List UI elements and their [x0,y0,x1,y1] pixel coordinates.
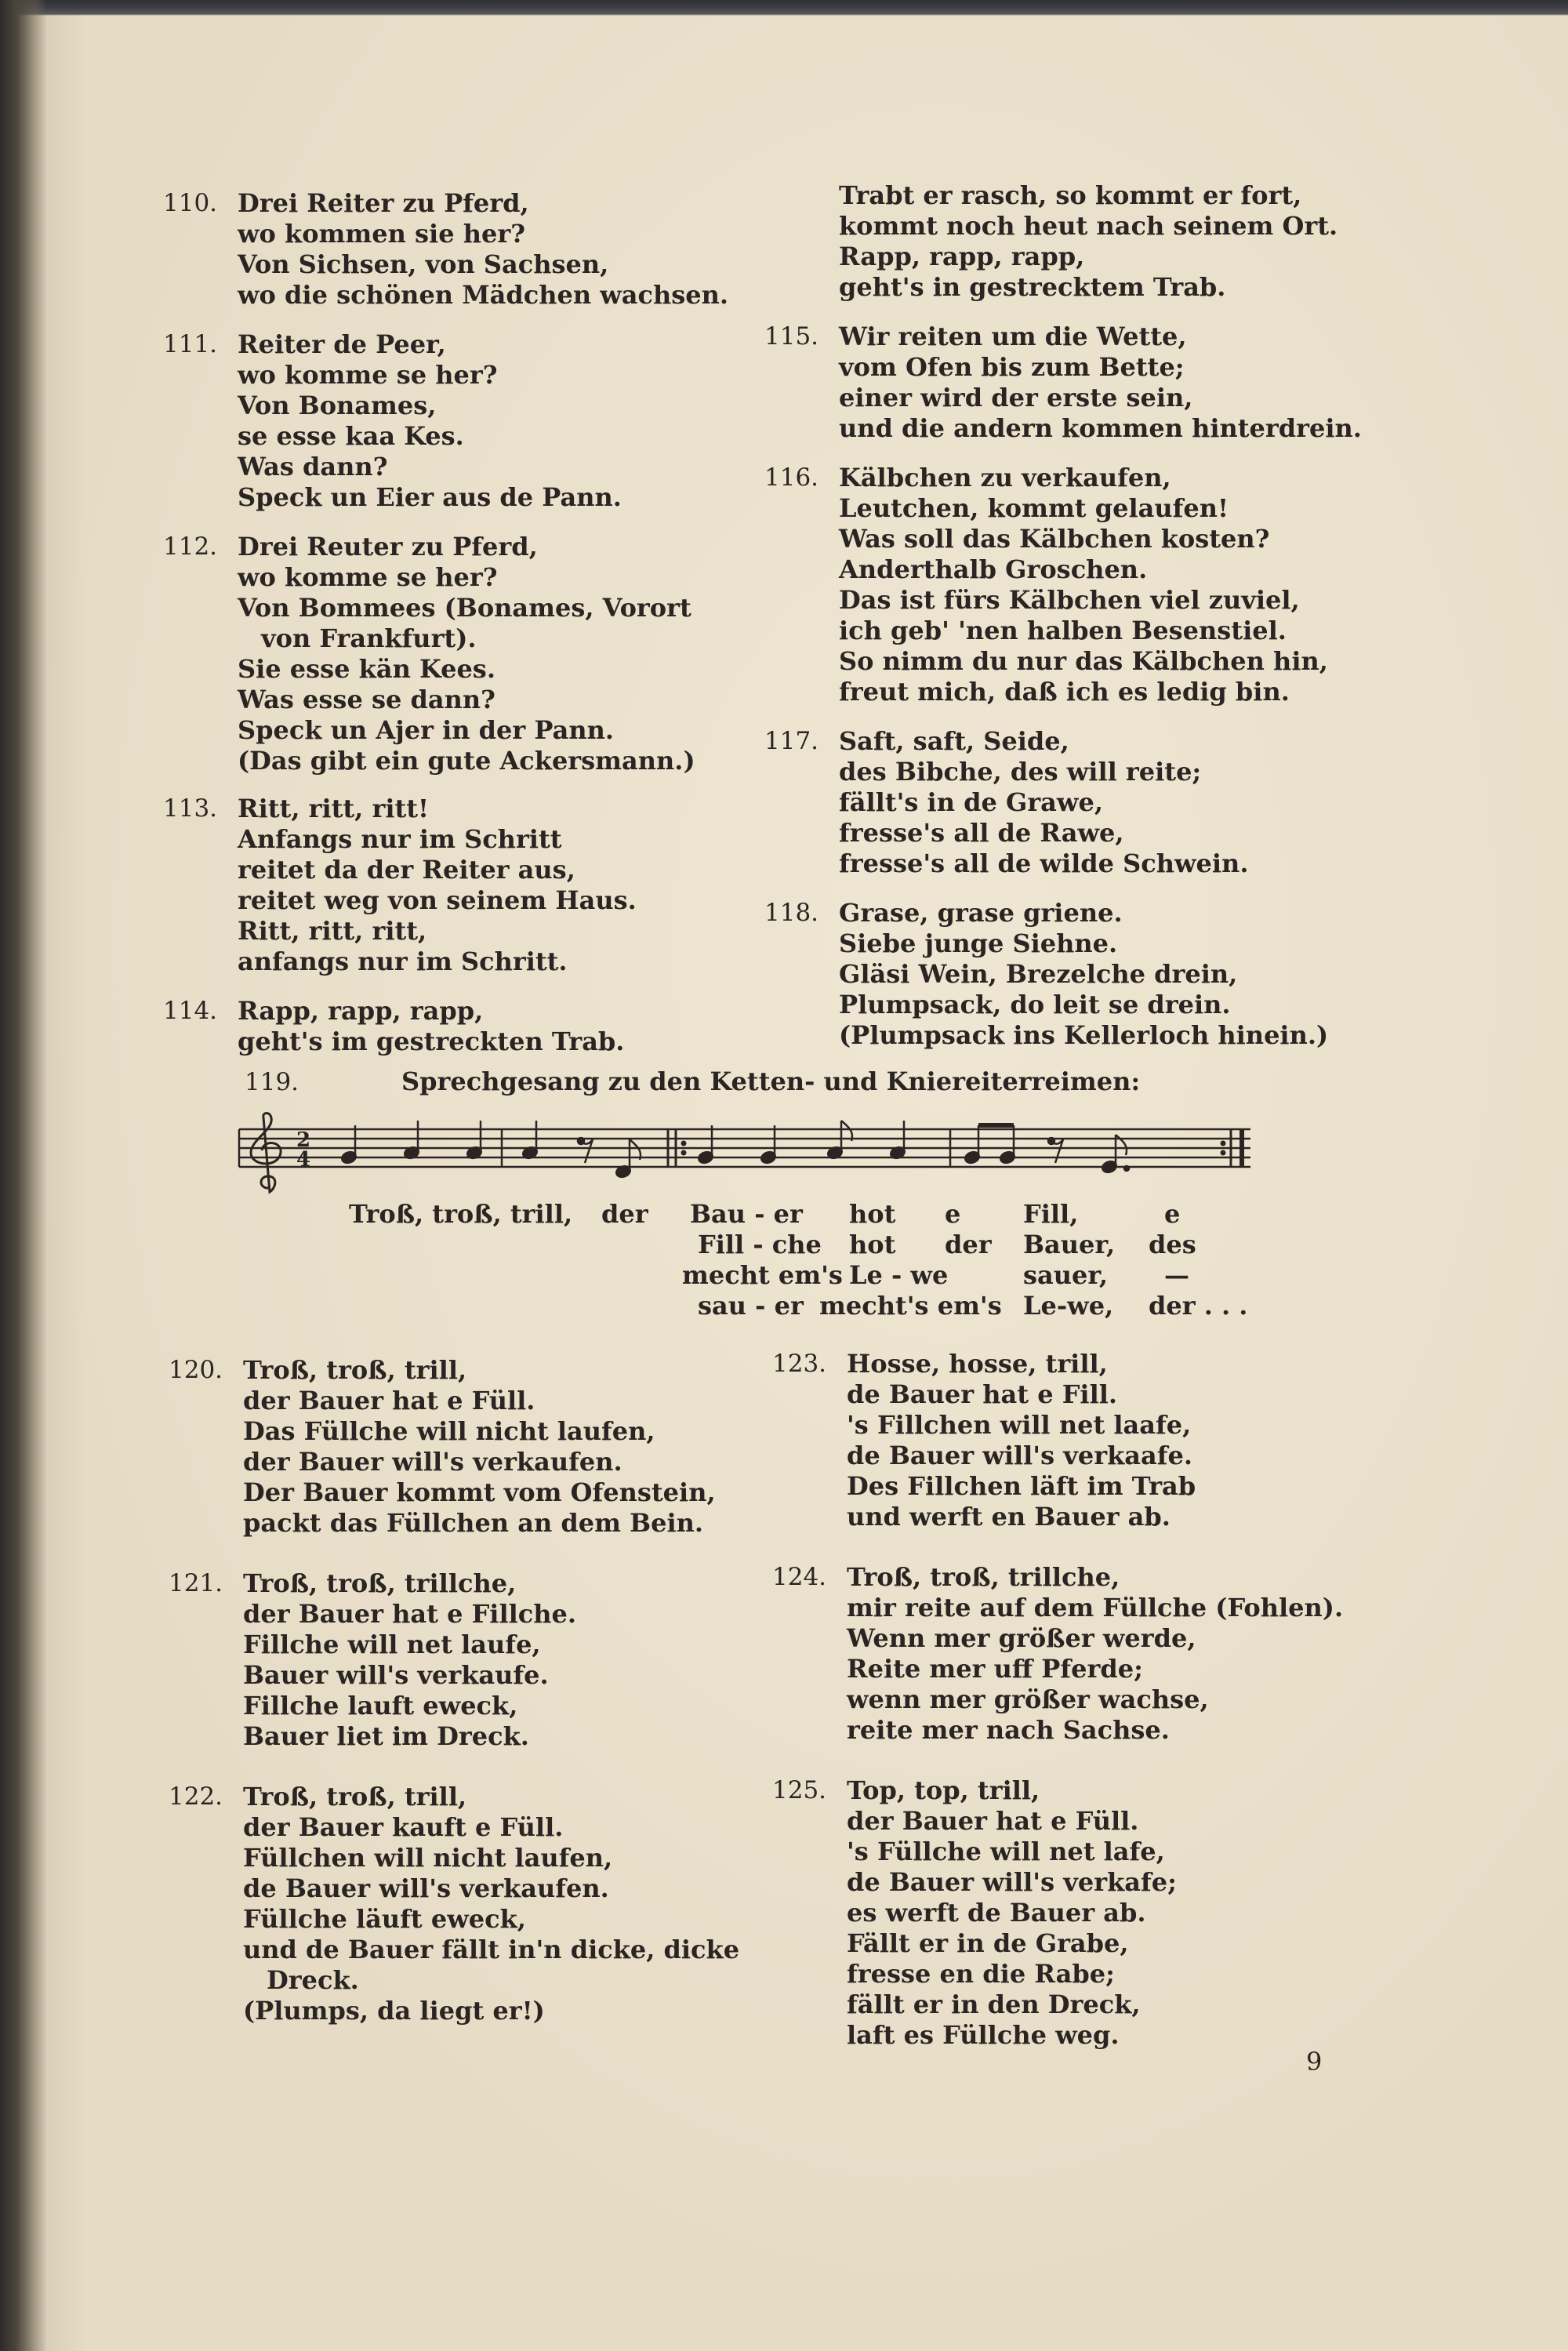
rhyme-number: 120. [169,1356,223,1384]
rhyme-line: Saft, saft, Seide, [839,726,1069,756]
rhyme-number: 122. [169,1782,223,1811]
rhyme-line: 's Füllche will net lafe, [847,1837,1165,1866]
rhyme-line: wo kommen sie her? [238,219,525,249]
rhyme-line: Was dann? [238,452,388,481]
rhyme-line: Füllche läuft eweck, [243,1904,526,1934]
rhyme-line: Drei Reiter zu Pferd, [238,188,529,218]
rhyme-entry [163,329,759,513]
rhyme-line: der Bauer hat e Füll. [847,1806,1139,1836]
rhyme-line: Dreck. [267,1965,359,1995]
rhyme-number: 111. [163,330,218,358]
rhyme-line: Was soll das Kälbchen kosten? [839,524,1270,554]
rhyme-number: 116. [764,463,819,492]
rhyme-line: der Bauer kauft e Füll. [243,1812,564,1842]
rhyme-entry [163,996,759,1057]
rhyme-line: es werft de Bauer ab. [847,1898,1146,1928]
rhyme-line: laft es Füllche weg. [847,2020,1120,2050]
rhyme-line: Troß, troß, trillche, [243,1568,517,1598]
rhyme-line: Was esse se dann? [238,685,495,714]
book-cover-edge [0,0,1568,16]
rhyme-line: de Bauer will's verkaafe. [847,1441,1192,1470]
rhyme-line: Speck un Ajer in der Pann. [238,715,614,745]
rhyme-line: fällt's in de Grawe, [839,787,1103,817]
rhyme-line: ich geb' 'nen halben Besenstiel. [839,616,1287,645]
rhyme-number: 112. [163,532,218,561]
rhyme-entry [163,794,759,977]
rhyme-line: Reite mer uff Pferde; [847,1654,1143,1684]
book-spine-shadow [0,0,47,2351]
rhyme-line: Grase, grase griene. [839,898,1123,928]
rhyme-line: Fillche lauft eweck, [243,1691,518,1721]
rhyme-line: geht's in gestrecktem Trab. [839,272,1226,302]
rhyme-line: anfangs nur im Schritt. [238,947,568,976]
rhyme-line: de Bauer will's verkaufen. [243,1873,609,1903]
rhyme-entry [764,463,1392,707]
rhyme-line: Trabt er rasch, so kommt er fort, [839,180,1302,210]
rhyme-line: mir reite auf dem Füllche (Fohlen). [847,1593,1344,1622]
rhyme-line: fällt er in den Dreck, [847,1989,1141,2019]
book-page: 110. Drei Reiter zu Pferd, wo kommen sie her? Von Sichsen, von Sachsen, wo die schönen Mädchen wachsen. 111. Reiter de Peer, wo komme se her? Von Bonames, se esse kaa Kes. Was dann? Speck un Eier aus de Pann. 112. Drei Reuter zu Pferd, wo komme se her? Von Bommees (Bonames, Vorort von Frankfurt). Sie esse kän Kees. Was esse se dann? Speck un Ajer in der Pann. (Das gibt ein gute Ackersmann.) 113. Ritt, ritt, ritt! Anfangs nur im Schritt reitet da der Reiter aus, reitet weg von seinem Haus. Ritt, ritt, ritt, anfangs nur im Schritt. 114. Rapp, rapp, rapp, geht's im gestreckten Trab. Trabt er rasch, so kommt er fort, kommt noch heut nach seinem Ort. Rapp, rapp, rapp, geht's in gestrecktem Trab. 115. Wir reiten um die Wette, vom Ofen bis zum Bette; einer wird der erste sein, und die andern kommen hinterdrein. 116. Kälbchen zu verkaufen, Leutchen, kommt gelaufen! Was soll das Kälbchen kosten? Anderthalb Groschen. Das ist fürs Kälbchen viel zuviel, ich geb' 'nen halben Besenstiel. So nimm du nur das Kälbchen hin, freut mich, daß ich es ledig bin. 117. Saft, saft, Seide, des Bibche, des will reite; fällt's in de Grawe, fresse's all de Rawe, fresse's all de wilde Schwein. 118. Grase, grase griene. Siebe junge Siehne. Gläsi Wein, Brezelche drein, Plumpsack, do leit se drein. (Plumpsack ins Kellerloch hinein.) 119. Sprechgesang zu den Ketten- und Kniereiterreimen: 2 4 Troß, troß, trill, der Bau - er hot e Fill, e Fill - che hot der Bauer, des mecht em's Le - we sauer, — sau - er mecht's em's Le-we, der . . . 120. Troß, troß, trill, der Bauer hat e Füll. Das Füllche will nicht laufen, der Bauer will's verkaufen. Der Bauer kommt vom Ofenstein, packt das Füllchen an dem Bein. 121. Troß, troß, trillche, der Bauer hat e Fillche. Fillche will net laufe, Bauer will's verkaufe. Fillche lauft eweck, Bauer liet im Dreck. 122. Troß, troß, trill, der Bauer kauft e Füll. Füllchen will nicht laufen, de Bauer will's verkaufen. Füllche läuft eweck, und de Bauer fällt in'n dicke, dicke Dreck. (Plumps, da liegt er!) 123. Hosse, hosse, trill, de Bauer hat e Fill. 's Fillchen will net laafe, de Bauer will's verkaafe. Des Fillchen läft im Trab und werft en Bauer ab. 124. Troß, troß, trillche, mir reite auf dem Füllche (Fohlen). Wenn mer größer werde, Reite mer uff Pferde; wenn mer größer wachse, reite mer nach Sachse. 125. Top, top, trill, der Bauer hat e Füll. 's Füllche will net lafe, de Bauer will's verkafe; es werft de Bauer ab. Fällt er in de Grabe, fresse en die Rabe; fällt er in den Dreck, laft es Füllche weg. 9 [0,0,1568,2351]
rhyme-line: Bauer will's verkaufe. [243,1660,549,1690]
rhyme-line: Füllchen will nicht laufen, [243,1843,613,1873]
rhyme-line: Troß, troß, trill, [243,1355,467,1385]
rhyme-line: Siebe junge Siehne. [839,928,1118,958]
rhyme-line: vom Ofen bis zum Bette; [839,352,1185,382]
rhyme-line: Kälbchen zu verkaufen, [839,463,1171,492]
rhyme-line: Von Bommees (Bonames, Vorort [238,593,691,623]
rhyme-line: (Plumps, da liegt er!) [243,1996,545,2026]
rhyme-line: reitet weg von seinem Haus. [238,885,637,915]
time-signature-bottom: 4 [296,1148,311,1172]
rhyme-line: Wir reiten um die Wette, [839,322,1187,351]
rhyme-line: freut mich, daß ich es ledig bin. [839,677,1290,707]
rhyme-line: fresse's all de wilde Schwein. [839,848,1249,878]
rhyme-line: Ritt, ritt, ritt, [238,916,427,946]
rhyme-line: Gläsi Wein, Brezelche drein, [839,959,1238,989]
rhyme-entry [169,1782,764,2026]
rhyme-entry [163,188,759,311]
rhyme-line: der Bauer hat e Füll. [243,1386,535,1415]
rhyme-line: Rapp, rapp, rapp, [238,996,484,1026]
time-signature-top: 2 [296,1128,311,1152]
rhyme-line: und werft en Bauer ab. [847,1502,1171,1532]
rhyme-line: und die andern kommen hinterdrein. [839,413,1362,443]
rhyme-number: 110. [163,189,218,217]
rhyme-entry [772,1775,1399,2051]
rhyme-line: Das Füllche will nicht laufen, [243,1416,655,1446]
rhyme-line: packt das Füllchen an dem Bein. [243,1508,704,1538]
rhyme-line: von Frankfurt). [261,623,477,653]
rhyme-line: wo die schönen Mädchen wachsen. [238,280,729,310]
right-column-top [764,180,1392,1051]
rhyme-number: 113. [163,794,218,823]
rhyme-line: Des Fillchen läft im Trab [847,1471,1196,1501]
treble-clef-icon [251,1114,281,1192]
page-number: 9 [1306,2047,1323,2077]
rhyme-line: Top, top, trill, [847,1775,1040,1805]
rhyme-line: fresse en die Rabe; [847,1959,1115,1989]
rhyme-line: wo komme se her? [238,360,498,390]
rhyme-line: Plumpsack, do leit se drein. [839,990,1231,1019]
rhyme-line: Leutchen, kommt gelaufen! [839,493,1229,523]
rhyme-number: 114. [163,997,218,1025]
rhyme-line: se esse kaa Kes. [238,421,464,451]
rhyme-line: Troß, troß, trillche, [847,1562,1120,1592]
rhyme-entry [772,1349,1399,1532]
rhyme-line: fresse's all de Rawe, [839,818,1124,848]
rhyme-entry [764,898,1392,1051]
rhyme-entry [764,726,1392,879]
rhyme-line: de Bauer hat e Fill. [847,1379,1118,1409]
right-column-bottom [772,1349,1399,2051]
music-staff [235,1110,1262,1212]
rhyme-line: der Bauer will's verkaufen. [243,1447,622,1477]
rhyme-entry [764,180,1392,303]
rhyme-entry [169,1568,764,1752]
rhyme-line: Rapp, rapp, rapp, [839,242,1085,271]
rhyme-line: und de Bauer fällt in'n dicke, dicke [243,1935,740,1964]
rhyme-line: Von Bonames, [238,391,437,420]
rhyme-number: 125. [772,1776,827,1804]
rhyme-line: Reiter de Peer, [238,329,446,359]
rhyme-line: einer wird der erste sein, [839,383,1193,412]
rhyme-number: 121. [169,1569,223,1597]
rhyme-number: 118. [764,899,819,927]
rhyme-line: Ritt, ritt, ritt! [238,794,430,823]
rhyme-line: (Das gibt ein gute Ackersmann.) [238,746,695,776]
rhyme-line: Das ist fürs Kälbchen viel zuviel, [839,585,1300,615]
rhyme-line: Hosse, hosse, trill, [847,1349,1108,1379]
rhyme-number: 117. [764,727,819,755]
rhyme-line: Sie esse kän Kees. [238,654,495,684]
song-number: 119. [245,1068,299,1096]
rhyme-entry [169,1355,764,1539]
rhyme-line: de Bauer will's verkafe; [847,1867,1177,1897]
rhyme-line: (Plumpsack ins Kellerloch hinein.) [839,1020,1329,1050]
rhyme-line: reitet da der Reiter aus, [238,855,575,885]
rhyme-line: Anfangs nur im Schritt [238,824,562,854]
rhyme-line: kommt noch heut nach seinem Ort. [839,211,1338,241]
rhyme-line: 's Fillchen will net laafe, [847,1410,1192,1440]
rhyme-line: der Bauer hat e Fillche. [243,1599,576,1629]
left-column-bottom [169,1355,764,2026]
rhyme-number: 124. [772,1563,827,1591]
rhyme-line: So nimm du nur das Kälbchen hin, [839,646,1328,676]
rhyme-line: Fillche will net laufe, [243,1630,541,1659]
song-heading: Sprechgesang zu den Ketten- und Kniereiterreimen: [401,1066,1141,1096]
rhyme-line: Wenn mer größer werde, [847,1623,1196,1653]
rhyme-line: geht's im gestreckten Trab. [238,1027,625,1056]
rhyme-line: Troß, troß, trill, [243,1782,467,1811]
rhyme-line: Bauer liet im Dreck. [243,1721,529,1751]
rhyme-line: Der Bauer kommt vom Ofenstein, [243,1477,716,1507]
rhyme-line: Von Sichsen, von Sachsen, [238,249,609,279]
rhyme-number: 123. [772,1350,827,1378]
rhyme-entry [772,1562,1399,1746]
rhyme-number: 115. [764,322,819,351]
left-column-top [163,188,759,1057]
rhyme-entry [764,322,1392,444]
rhyme-line: Fällt er in de Grabe, [847,1928,1129,1958]
rhyme-line: Speck un Eier aus de Pann. [238,482,622,512]
rhyme-line: des Bibche, des will reite; [839,757,1202,787]
rhyme-line: reite mer nach Sachse. [847,1715,1170,1745]
rhyme-line: wo komme se her? [238,562,498,592]
rhyme-line: Drei Reuter zu Pferd, [238,532,538,561]
rhyme-line: Anderthalb Groschen. [839,554,1148,584]
rhyme-line: wenn mer größer wachse, [847,1684,1209,1714]
rhyme-entry [163,532,759,776]
